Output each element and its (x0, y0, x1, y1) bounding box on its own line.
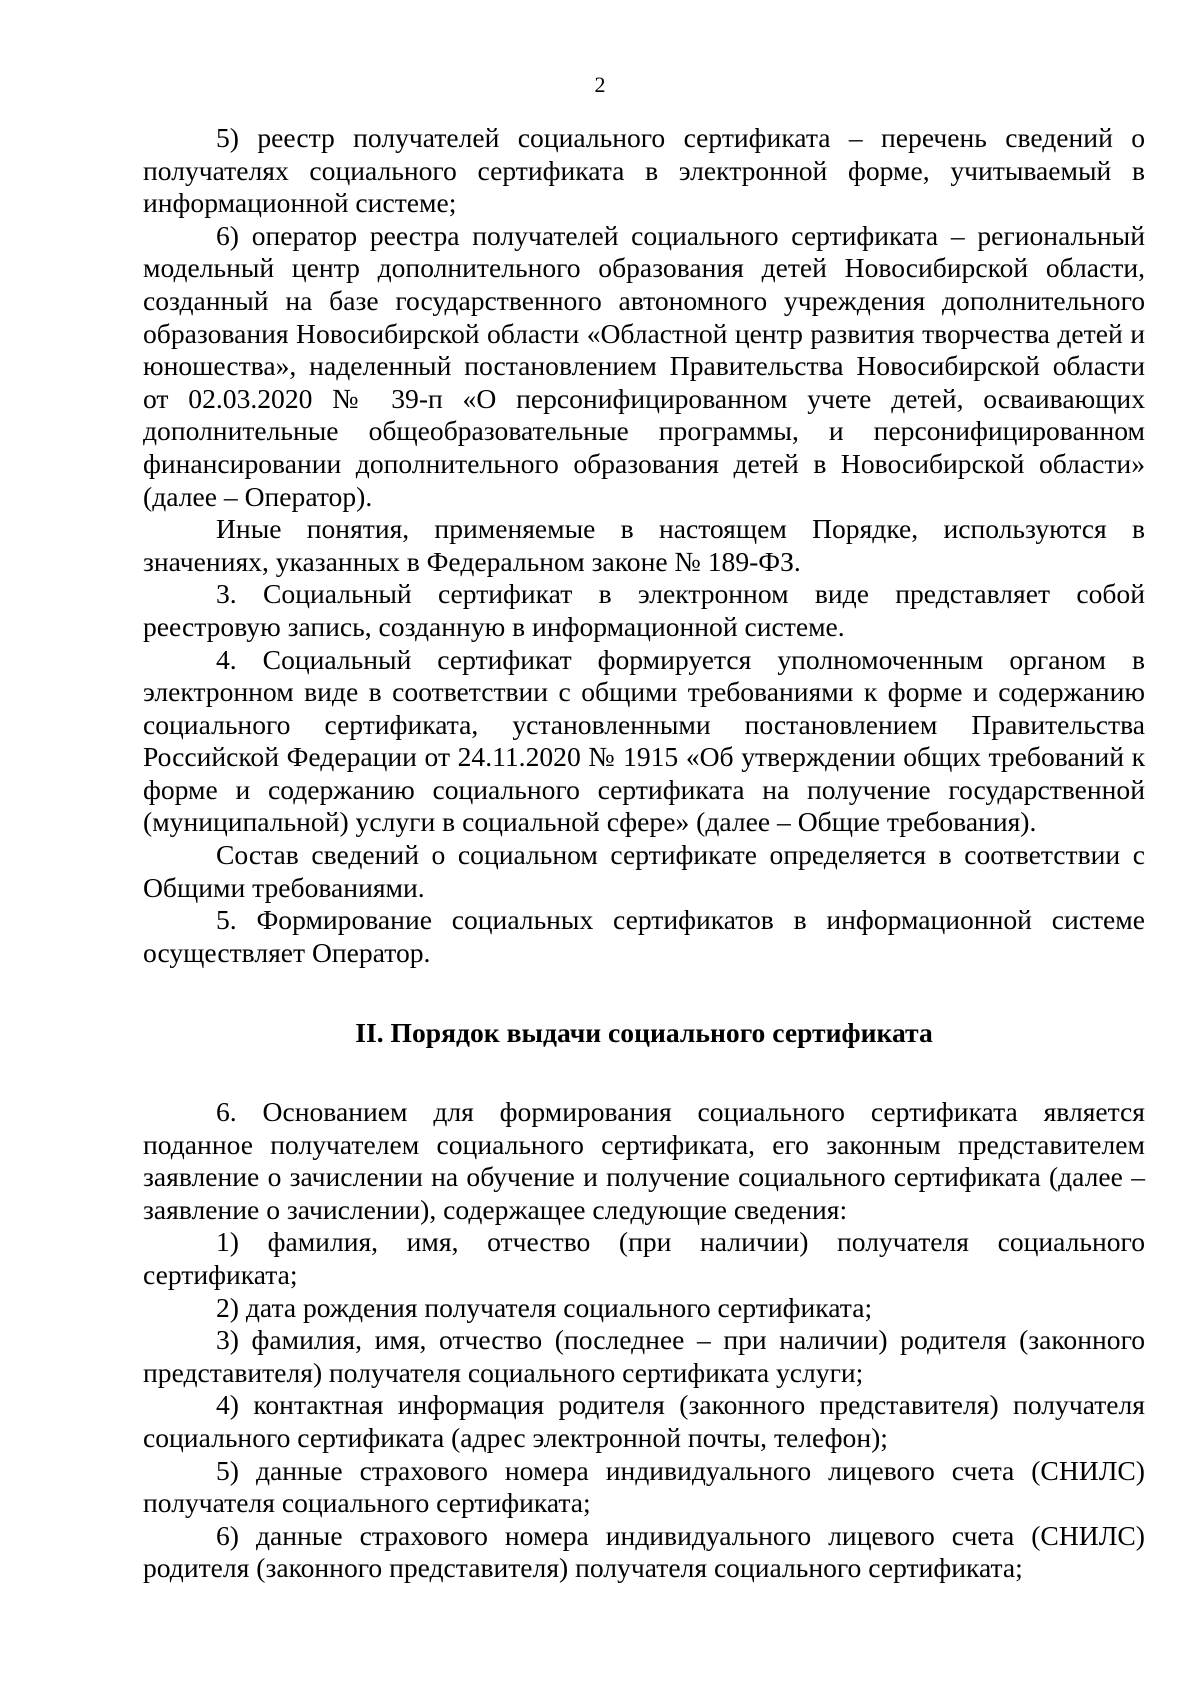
list-item-2: 2) дата рождения получателя социального сертификата; (216, 1291, 873, 1323)
list-item-3: 3) фамилия, имя, отчество (последнее – при наличии) родителя (законного представителя) получателя социального сертификата услуги; (143, 1324, 1145, 1388)
paragraph-composition: Состав сведений о социальном сертификате определяется в соответствии с Общими требованиями. (143, 839, 1145, 903)
list-item-1: 1) фамилия, имя, отчество (при наличии) получателя социального сертификата; (143, 1226, 1145, 1290)
paragraph-operator-definition: 6) оператор реестра получателей социального сертификата – региональный модельный центр дополнительного образования детей Новосибирской области, созданный на базе государственного автономного учреждения дополнительного образования Новосибирской области «Областной центр развития творчества детей и юношества», наделенный постановлением Правительства Новосибирской области от 02.03.2020 № 39-п «О персонифицированном учете детей, осваивающих дополнительные общеобразовательные программы, и персонифицированном финансировании дополнительного образования детей в Новосибирской области» (далее – Оператор). (143, 219, 1145, 512)
page-number: 2 (594, 72, 606, 97)
paragraph-item-6: 6. Основанием для формирования социального сертификата является поданное получателем социального сертификата, его законным представителем заявление о зачислении на обучение и получение социального сертификата (далее – заявление о зачислении), содержащее следующие сведения: (143, 1096, 1145, 1225)
list-item-6: 6) данные страхового номера индивидуального лицевого счета (СНИЛС) родителя (законного представителя) получателя социального сертификата; (143, 1519, 1145, 1584)
paragraph-other-terms: Иные понятия, применяемые в настоящем Порядке, используются в значениях, указанных в Федеральном законе № 189-ФЗ. (143, 513, 1145, 577)
paragraph-item-4: 4. Социальный сертификат формируется уполномоченным органом в электронном виде в соответствии с общими требованиями к форме и содержанию социального сертификата, установленными постановлением Правительства Российской Федерации от 24.11.2020 № 1915 «Об утверждении общих требований к форме и содержанию социального сертификата на получение государственной (муниципальной) услуги в социальной сфере» (далее – Общие требования). (143, 643, 1145, 838)
paragraph-item-5: 5. Формирование социальных сертификатов в информационной системе осуществляет Оператор. (143, 904, 1145, 968)
paragraph-registry-definition: 5) реестр получателей социального сертификата – перечень сведений о получателях социального сертификата в электронной форме, учитываемый в информационной системе; (143, 122, 1145, 219)
list-item-5: 5) данные страхового номера индивидуального лицевого счета (СНИЛС) получателя социального сертификата; (143, 1454, 1145, 1519)
section-heading: II. Порядок выдачи социального сертификата (355, 1017, 933, 1049)
document-body (143, 122, 1145, 1585)
paragraph-item-3: 3. Социальный сертификат в электронном виде представляет собой реестровую запись, созданную в информационной системе. (143, 578, 1145, 642)
list-item-4: 4) контактная информация родителя (законного представителя) получателя социального сертификата (адрес электронной почты, телефон); (143, 1389, 1145, 1453)
